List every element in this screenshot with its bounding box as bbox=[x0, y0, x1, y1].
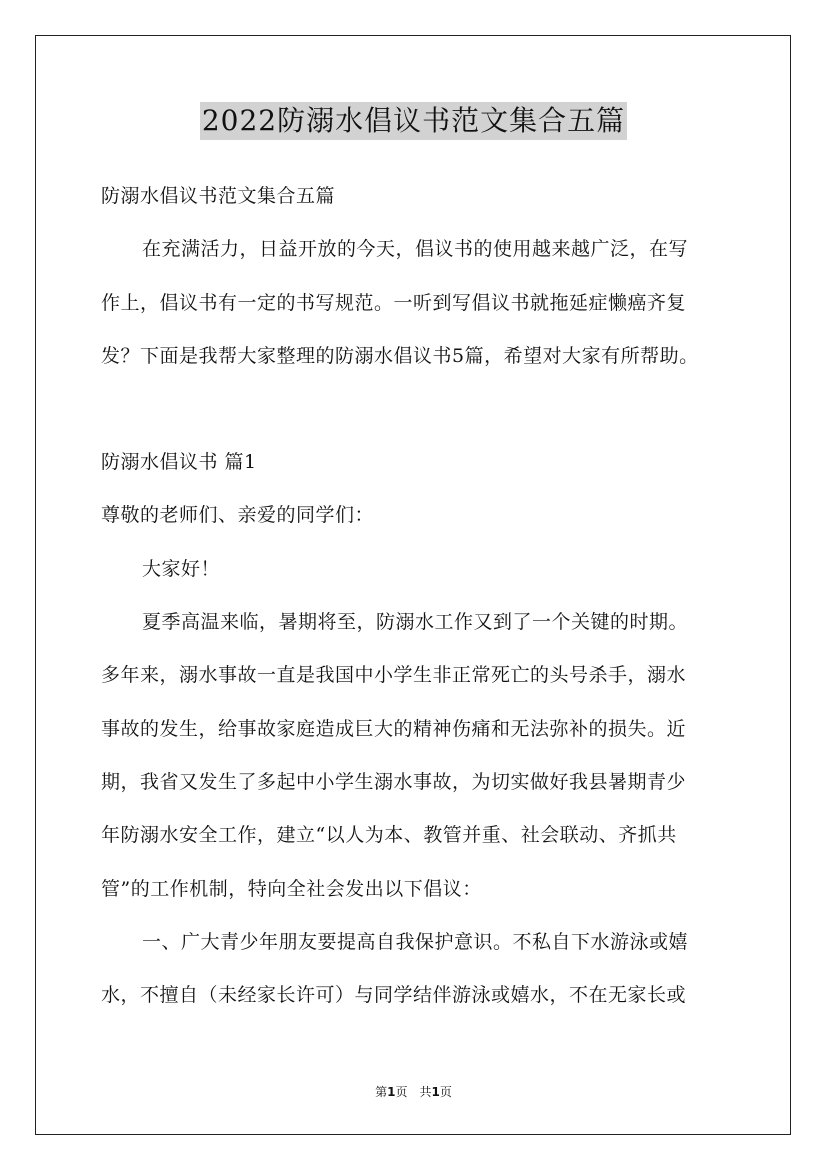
greeting: 大家好！ bbox=[142, 557, 221, 580]
section-heading: 防溺水倡议书 篇1 bbox=[101, 451, 257, 474]
document-subtitle: 防溺水倡议书范文集合五篇 bbox=[101, 185, 336, 207]
page-number-suffix: 页 bbox=[439, 1085, 452, 1099]
paragraph-line: 管”的工作机制，特向全社会发出以下倡议： bbox=[101, 877, 482, 900]
document-title: 2022防溺水倡议书范文集合五篇 bbox=[200, 102, 627, 140]
paragraph-line: 事故的发生，给事故家庭造成巨大的精神伤痛和无法弥补的损失。近 bbox=[101, 717, 687, 740]
page-number-prefix: 第 bbox=[375, 1085, 388, 1099]
paragraph-line: 夏季高温来临，暑期将至，防溺水工作又到了一个关键的时期。 bbox=[142, 611, 689, 634]
paragraph-line: 一、广大青少年朋友要提高自我保护意识。不私自下水游泳或嬉 bbox=[142, 930, 689, 953]
page-number-middle: 页 共 bbox=[395, 1085, 432, 1099]
salutation: 尊敬的老师们、亲爱的同学们： bbox=[101, 504, 375, 527]
intro-line: 发？下面是我帮大家整理的防溺水倡议书5篇，希望对大家有所帮助。 bbox=[101, 344, 699, 367]
paragraph-line: 年防溺水安全工作，建立“以人为本、教管并重、社会联动、齐抓共 bbox=[101, 824, 677, 847]
page-footer bbox=[0, 1083, 827, 1100]
paragraph-line: 多年来，溺水事故一直是我国中小学生非正常死亡的头号杀手，溺水 bbox=[101, 664, 687, 687]
title-wrapper bbox=[0, 102, 827, 140]
document-body bbox=[101, 170, 741, 1022]
paragraph-line: 水，不擅自（未经家长许可）与同学结伴游泳或嬉水，不在无家长或 bbox=[101, 984, 687, 1007]
total-page-number: 1 bbox=[431, 1085, 440, 1099]
current-page-number: 1 bbox=[387, 1085, 396, 1099]
intro-line: 在充满活力，日益开放的今天，倡议书的使用越来越广泛，在写 bbox=[142, 238, 689, 261]
paragraph-gap bbox=[101, 383, 741, 436]
paragraph-line: 期，我省又发生了多起中小学生溺水事故，为切实做好我县暑期青少 bbox=[101, 770, 687, 793]
intro-line: 作上，倡议书有一定的书写规范。一听到写倡议书就拖延症懒癌齐复 bbox=[101, 291, 687, 314]
